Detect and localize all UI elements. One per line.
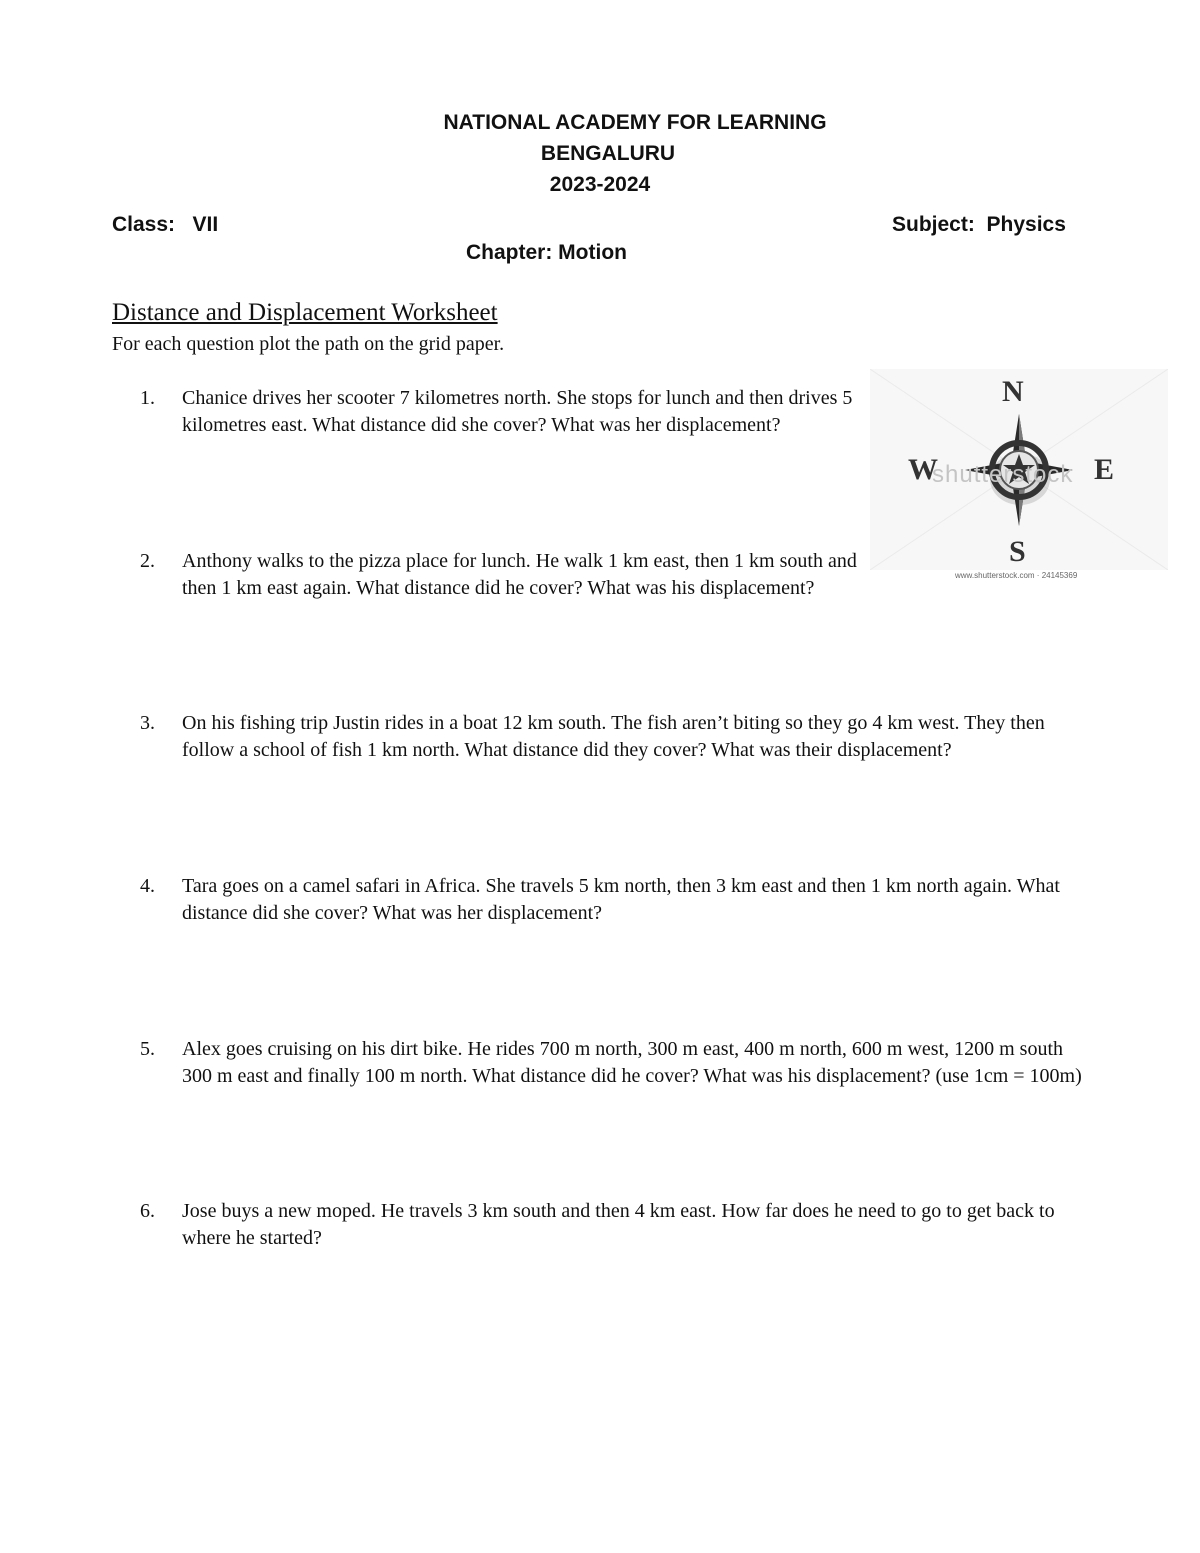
compass-north-label: N (1002, 375, 1024, 408)
question-text: On his fishing trip Justin rides in a boat 12 km south. The fish aren’t biting so they go 4 km west. They then follow a school of fish 1 km north. What distance did they cover? What was their displacement? (182, 712, 1045, 761)
compass-image (870, 369, 1168, 570)
worksheet-title: Distance and Displacement Worksheet (112, 299, 498, 326)
chapter-label: Chapter: Motion (466, 241, 627, 264)
question-text: Jose buys a new moped. He travels 3 km south and then 4 km east. How far does he need to go to get back to where he started? (182, 1200, 1055, 1249)
question-text: Chanice drives her scooter 7 kilometres north. She stops for lunch and then drives 5 kilometres east. What distance did she cover? What was her displacement? (182, 387, 853, 436)
school-name: NATIONAL ACADEMY FOR LEARNING (443, 111, 827, 134)
school-city: BENGALURU (540, 142, 676, 165)
question-text: Alex goes cruising on his dirt bike. He rides 700 m north, 300 m east, 400 m north, 600 m west, 1200 m south 300 m east and finally 100 m north. What distance did he cover? What was his displacement? (use 1cm = 100m) (182, 1038, 1082, 1087)
class-label: Class: VII (112, 213, 219, 236)
compass-south-label: S (1009, 535, 1026, 568)
question-number: 3. (140, 712, 155, 734)
compass-west-label: W (908, 453, 938, 486)
question-number: 2. (140, 550, 155, 572)
worksheet-instruction: For each question plot the path on the grid paper. (112, 333, 505, 355)
question-number: 4. (140, 875, 155, 897)
subject-label: Subject: Physics (892, 213, 1066, 236)
question-text: Tara goes on a camel safari in Africa. She travels 5 km north, then 3 km east and then 1 km north again. What distance did she cover? What was her displacement? (182, 875, 1060, 924)
academic-year: 2023-2024 (549, 173, 651, 196)
question-number: 5. (140, 1038, 155, 1060)
question-text: Anthony walks to the pizza place for lunch. He walk 1 km east, then 1 km south and then 1 km east again. What distance did he cover? What was his displacement? (182, 550, 857, 599)
image-credit: www.shutterstock.com · 24145369 (955, 571, 1078, 580)
question-number: 6. (140, 1200, 155, 1222)
compass-east-label: E (1094, 453, 1115, 486)
question-number: 1. (140, 387, 155, 409)
watermark-text: shutterstock (932, 461, 1074, 488)
